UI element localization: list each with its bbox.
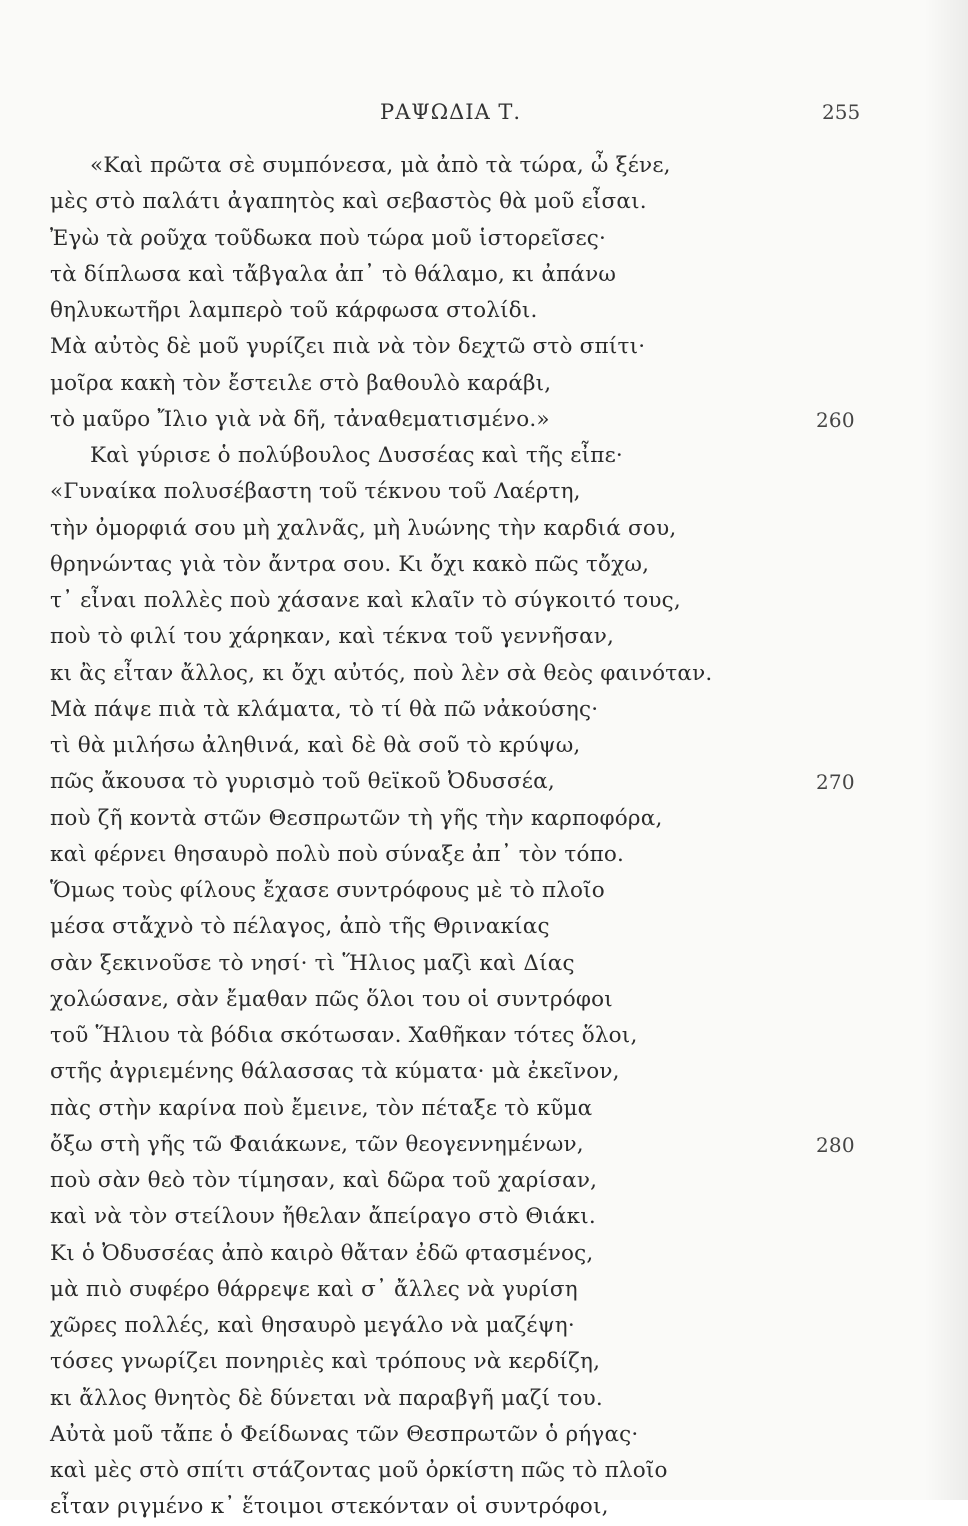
verse-line: [50, 329, 930, 365]
verse-line: [50, 946, 930, 982]
verse-line: [50, 221, 930, 257]
verse-line: [50, 1344, 930, 1380]
verse-text: καὶ νὰ τὸν στείλουν ἤθελαν ἄπείραγο στὸ Θιάκι.: [50, 1204, 596, 1230]
verse-line: [50, 982, 930, 1018]
line-number: 280: [816, 1132, 855, 1157]
verse-text: σὰν ξεκινοῦσε τὸ νησί· τὶ Ἥλιος μαζὶ καὶ Δίας: [50, 950, 575, 976]
verse-line: [50, 511, 930, 547]
verse-text: μέσα στἄχνὸ τὸ πέλαγος, ἀπὸ τῆς Θρινακίας: [50, 914, 550, 940]
verse-text: Μὰ πάψε πιὰ τὰ κλάματα, τὸ τί θὰ πῶ νἀκούσης·: [50, 696, 599, 722]
verse-line: [50, 692, 930, 728]
verse-text: «Γυναίκα πολυσέβαστη τοῦ τέκνου τοῦ Λαέρτη,: [50, 479, 581, 505]
verse-text: θρηνώντας γιὰ τὸν ἄντρα σου. Κι ὄχι κακὸ πῶς τὄχω,: [50, 551, 650, 577]
page-header: [0, 100, 968, 134]
verse-line: [50, 1054, 930, 1090]
verse-line: [50, 547, 930, 583]
verse-line: [50, 583, 930, 619]
verse-text: τὰ δίπλωσα καὶ τἄβγαλα ἀπ᾽ τὸ θάλαμο, κι ἀπάνω: [50, 261, 617, 287]
verse-line: [50, 366, 930, 402]
verse-text: τὴν ὀμορφιά σου μὴ χαλνᾶς, μὴ λυώνης τὴν καρδιά σου,: [50, 515, 677, 541]
verse-text: Μὰ αὐτὸς δὲ μοῦ γυρίζει πιὰ νὰ τὸν δεχτῶ στὸ σπίτι·: [50, 334, 646, 360]
verse-text: χολώσανε, σὰν ἔμαθαν πῶς ὅλοι του οἱ συντρόφοι: [50, 986, 613, 1012]
verse-line: [50, 656, 930, 692]
verse-line: [50, 402, 930, 438]
verse-text: «Καὶ πρῶτα σὲ συμπόνεσα, μὰ ἀπὸ τὰ τώρα, ὦ ξένε,: [90, 153, 671, 178]
verse-text: ὄξω στὴ γῆς τῶ Φαιάκωνε, τῶν θεογεννημένων,: [50, 1131, 584, 1157]
verse-text: Αὐτὰ μοῦ τἄπε ὁ Φείδωνας τῶν Θεσπρωτῶν ὁ ρήγας·: [50, 1421, 639, 1447]
verse-text: τὸ μαῦρο Ἴλιο γιὰ νὰ δῆ, τἀναθεματισμένο.»: [50, 406, 550, 432]
line-number: 260: [816, 407, 855, 432]
verse-line: [50, 764, 930, 800]
verse-text: Ἐγὼ τὰ ροῦχα τοῦδωκα ποὺ τώρα μοῦ ἱστορεῖσες·: [50, 225, 607, 251]
verse-line: [50, 257, 930, 293]
verse-text: ποὺ ζῆ κοντὰ στῶν Θεσπρωτῶν τὴ γῆς τὴν καρποφόρα,: [50, 805, 663, 831]
verse-text: θηλυκωτῆρι λαμπερὸ τοῦ κάρφωσα στολίδι.: [50, 298, 538, 323]
verse-line: [50, 873, 930, 909]
verse-text: μὰ πιὸ συφέρο θάρρεψε καὶ σ᾽ ἄλλες νὰ γυρίση: [50, 1276, 578, 1302]
running-title: ΡΑΨΩΔΙΑ Τ.: [380, 100, 522, 124]
verse-line: [50, 1381, 930, 1417]
verse-text: εἶταν ριγμένο κ᾽ ἕτοιμοι στεκόνταν οἱ συντρόφοι,: [50, 1494, 609, 1520]
verse-line: [50, 474, 930, 510]
verse-text: πῶς ἄκουσα τὸ γυρισμὸ τοῦ θεϊκοῦ Ὀδυσσέα,: [50, 769, 555, 795]
page-edge-shadow: [924, 0, 968, 1500]
verse-line: [50, 1489, 930, 1525]
verse-text: καὶ μὲς στὸ σπίτι στάζοντας μοῦ ὀρκίστη πῶς τὸ πλοῖο: [50, 1458, 668, 1483]
verse-text: καὶ φέρνει θησαυρὸ πολὺ ποὺ σύναξε ἀπ᾽ τὸν τόπο.: [50, 841, 625, 867]
verse-line: [50, 148, 930, 184]
verse-block: [50, 148, 930, 1526]
verse-line: [50, 184, 930, 220]
page-number: 255: [822, 100, 861, 124]
verse-line: [50, 728, 930, 764]
verse-text: Καὶ γύρισε ὁ πολύβουλος Δυσσέας καὶ τῆς εἶπε·: [90, 443, 623, 468]
verse-text: τόσες γνωρίζει πονηριὲς καὶ τρόπους νὰ κερδίζη,: [50, 1349, 601, 1375]
verse-line: [50, 1236, 930, 1272]
verse-line: [50, 1127, 930, 1163]
verse-line: [50, 438, 930, 474]
verse-line: [50, 619, 930, 655]
verse-line: [50, 1163, 930, 1199]
verse-text: πὰς στὴν καρίνα ποὺ ἔμεινε, τὸν πέταξε τὸ κῦμα: [50, 1095, 593, 1121]
verse-line: [50, 1018, 930, 1054]
verse-line: [50, 1417, 930, 1453]
verse-text: χῶρες πολλές, καὶ θησαυρὸ μεγάλο νὰ μαζέψη·: [50, 1313, 575, 1338]
verse-text: ποὺ τὸ φιλί του χάρηκαν, καὶ τέκνα τοῦ γεννῆσαν,: [50, 624, 615, 650]
verse-text: μὲς στὸ παλάτι ἀγαπητὸς καὶ σεβαστὸς θὰ μοῦ εἶσαι.: [50, 189, 647, 215]
verse-line: [50, 837, 930, 873]
verse-line: [50, 909, 930, 945]
verse-text: Ὅμως τοὺς φίλους ἔχασε συντρόφους μὲ τὸ πλοῖο: [50, 878, 605, 903]
verse-text: ποὺ σὰν θεὸ τὸν τίμησαν, καὶ δῶρα τοῦ χαρίσαν,: [50, 1168, 598, 1193]
verse-line: [50, 1091, 930, 1127]
verse-text: στῆς ἀγριεμένης θάλασσας τὰ κύματα· μὰ ἐκεῖνον,: [50, 1059, 620, 1085]
verse-line: [50, 293, 930, 329]
line-number: 270: [816, 770, 855, 795]
verse-line: [50, 1308, 930, 1344]
verse-text: τοῦ Ἥλιου τὰ βόδια σκότωσαν. Χαθῆκαν τότες ὅλοι,: [50, 1023, 638, 1048]
verse-text: μοῖρα κακὴ τὸν ἔστειλε στὸ βαθουλὸ καράβι,: [50, 370, 552, 396]
verse-line: [50, 1199, 930, 1235]
verse-line: [50, 1453, 930, 1489]
verse-text: κι ἂς εἶταν ἄλλος, κι ὄχι αὐτός, ποὺ λὲν σὰ θεὸς φαινόταν.: [50, 660, 713, 686]
verse-text: κι ἄλλος θνητὸς δὲ δύνεται νὰ παραβγῆ μαζί του.: [50, 1385, 603, 1411]
verse-text: τ᾽ εἶναι πολλὲς ποὺ χάσανε καὶ κλαῖν τὸ σύγκοιτό τους,: [50, 588, 681, 613]
verse-line: [50, 1272, 930, 1308]
verse-line: [50, 801, 930, 837]
verse-text: Κι ὁ Ὀδυσσέας ἀπὸ καιρὸ θἄταν ἐδῶ φτασμένος,: [50, 1240, 594, 1266]
verse-text: τὶ θὰ μιλήσω ἀληθινά, καὶ δὲ θὰ σοῦ τὸ κρύψω,: [50, 733, 581, 758]
